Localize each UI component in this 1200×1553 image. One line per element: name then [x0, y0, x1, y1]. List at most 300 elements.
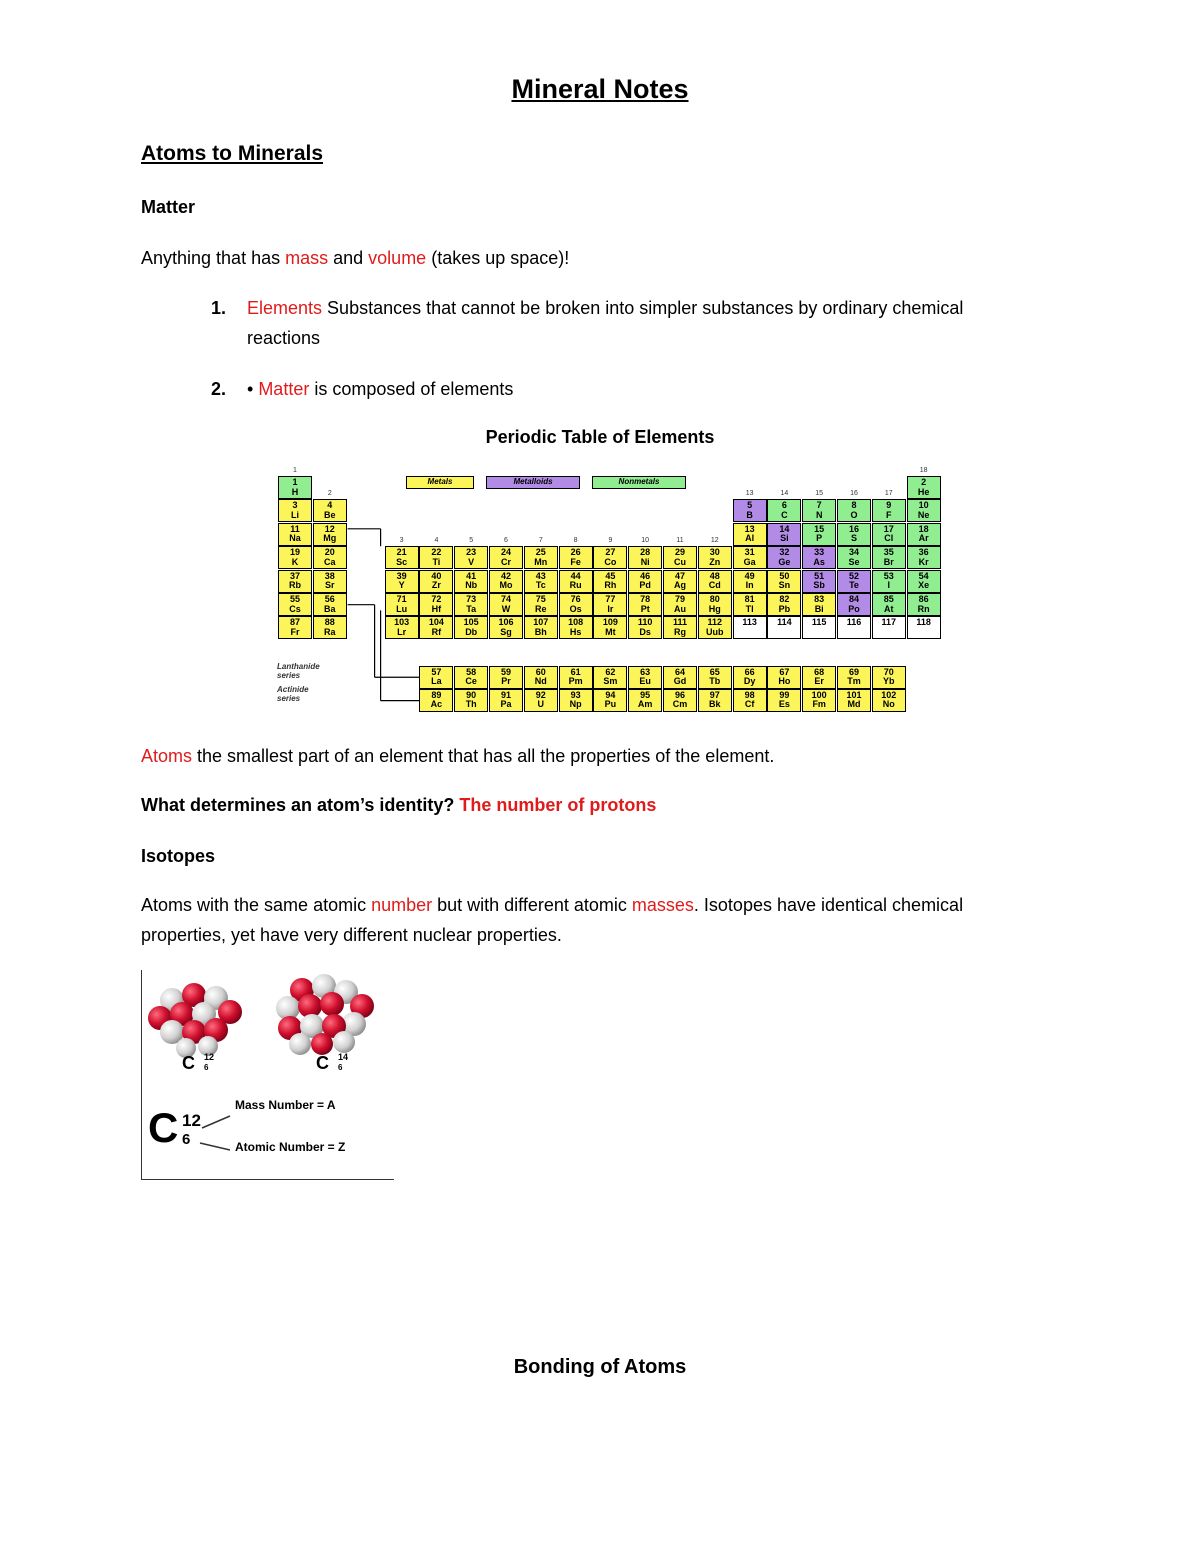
atomic-number: 112	[707, 617, 723, 628]
atomic-number: 22	[431, 547, 442, 558]
atomic-number: 3	[292, 500, 298, 511]
element-cell	[802, 666, 836, 689]
element-symbol: Os	[569, 603, 582, 614]
element-symbol: H	[291, 486, 299, 497]
element-cell	[593, 689, 627, 712]
matter-definition	[141, 243, 569, 273]
group-label: 7	[538, 537, 543, 545]
element-cell	[872, 499, 906, 522]
element-symbol: Au	[674, 603, 686, 614]
element-cell	[663, 689, 697, 712]
element-symbol: Mn	[534, 556, 548, 567]
atomic-number: 27	[605, 547, 616, 558]
element-symbol: Ge	[778, 556, 791, 567]
element-cell	[802, 616, 836, 639]
atomic-number: 38	[324, 570, 335, 581]
element-cell	[559, 546, 593, 569]
element-cell	[559, 570, 593, 593]
atoms-definition	[141, 741, 774, 771]
term-matter: Matter	[258, 379, 310, 399]
element-cell	[313, 593, 347, 616]
element-cell	[872, 570, 906, 593]
atomic-number: 88	[324, 617, 335, 628]
element-symbol: Pd	[639, 580, 651, 591]
atomic-number: 32	[779, 547, 790, 558]
term-mass: mass	[285, 248, 329, 268]
atomic-number: 14	[779, 523, 790, 534]
legend-nonmetals: Nonmetals	[592, 476, 686, 489]
text-run: . Isotopes have identical chemical	[693, 895, 964, 915]
element-cell	[454, 593, 488, 616]
element-symbol: Uub	[706, 626, 724, 637]
atomic-number: 86	[918, 594, 929, 604]
group-label: 18	[919, 467, 928, 474]
element-symbol: C	[781, 509, 788, 520]
element-symbol: Ne	[917, 509, 930, 520]
element-symbol: Np	[569, 699, 582, 710]
element-symbol: Se	[848, 556, 860, 567]
element-symbol: Te	[849, 580, 859, 591]
atomic-number: 80	[709, 594, 720, 604]
element-cell	[593, 593, 627, 616]
element-cell	[628, 666, 662, 689]
atomic-number-pointer	[200, 1143, 230, 1150]
element-cell	[663, 616, 697, 639]
atomic-number: 76	[570, 594, 581, 604]
atomic-number: 1	[292, 477, 298, 487]
element-symbol: Bk	[709, 699, 721, 710]
term-masses: masses	[631, 895, 694, 915]
element-cell	[767, 523, 801, 546]
isotopes-definition	[141, 890, 963, 950]
element-symbol: Ra	[324, 626, 336, 637]
element-cell	[767, 689, 801, 712]
element-cell	[278, 593, 312, 616]
atomic-number: 50	[779, 570, 790, 581]
element-symbol: Po	[848, 603, 860, 614]
group-label: 1	[293, 467, 297, 474]
element-symbol: Fe	[570, 556, 581, 567]
group-label: 17	[884, 490, 893, 498]
element-cell	[663, 593, 697, 616]
atomic-number: 17	[883, 523, 894, 534]
atomic-number: 99	[779, 689, 790, 700]
atomic-number: 101	[846, 689, 862, 700]
big-atomic-number: 6	[182, 1131, 191, 1148]
element-cell	[278, 499, 312, 522]
atomic-number: 72	[431, 594, 442, 604]
element-symbol: Cd	[708, 580, 721, 591]
c12-mass: 12	[204, 1052, 215, 1062]
group-label: 13	[745, 490, 754, 498]
atomic-number: 39	[396, 570, 407, 581]
element-symbol: N	[815, 509, 823, 520]
carbon-14-nucleus-icon	[276, 974, 374, 1055]
element-symbol: Ac	[430, 699, 443, 710]
element-cell	[593, 616, 627, 639]
element-cell	[663, 546, 697, 569]
element-symbol: Ni	[640, 556, 650, 567]
atomic-number: 23	[466, 547, 477, 558]
atomic-number: 98	[744, 689, 755, 700]
group-label: 4	[434, 537, 439, 545]
element-cell	[313, 546, 347, 569]
atomic-number: 6	[781, 500, 787, 511]
element-symbol: Cu	[674, 556, 686, 567]
element-symbol: Pb	[778, 603, 791, 614]
atomic-number: 11	[290, 523, 300, 534]
atomic-number: 9	[886, 500, 892, 511]
element-symbol: Fr	[290, 626, 300, 637]
mass-number-label: Mass Number = A	[235, 1098, 336, 1112]
element-cell	[872, 616, 906, 639]
element-symbol: U	[537, 699, 545, 710]
atomic-number: 87	[289, 617, 300, 628]
element-symbol: Xe	[918, 580, 930, 591]
atomic-number: 95	[640, 689, 651, 700]
element-cell	[907, 523, 941, 546]
text-run: series	[277, 671, 301, 680]
atomic-number: 77	[605, 594, 616, 604]
element-cell	[767, 666, 801, 689]
atomic-number: 74	[500, 594, 511, 604]
element-cell	[733, 499, 767, 522]
group-label: 11	[676, 537, 684, 545]
element-cell	[593, 570, 627, 593]
element-symbol: Ir	[607, 603, 614, 614]
element-cell	[872, 689, 906, 712]
atomic-number: 53	[883, 570, 894, 581]
element-cell	[489, 616, 523, 639]
element-symbol: Mg	[323, 533, 337, 544]
term-atoms: Atoms	[141, 746, 193, 766]
atomic-number: 103	[394, 617, 410, 628]
text-run: but with different atomic	[432, 895, 632, 915]
atomic-number: 66	[744, 666, 755, 677]
element-cell	[698, 689, 732, 712]
page-title: Mineral Notes	[511, 74, 689, 104]
element-cell	[837, 689, 871, 712]
atomic-number: 47	[674, 570, 685, 581]
element-symbol: Pm	[568, 676, 583, 687]
atomic-number: 2	[921, 477, 927, 487]
element-cell	[524, 666, 558, 689]
atomic-number: 94	[605, 689, 616, 700]
element-cell	[733, 546, 767, 569]
element-symbol: Pt	[640, 603, 650, 614]
list-number: 2.	[211, 379, 227, 399]
element-symbol: Hs	[569, 626, 582, 637]
big-carbon-symbol: C	[148, 1104, 179, 1151]
element-cell	[663, 666, 697, 689]
group-label: 3	[399, 537, 404, 545]
group-label: 12	[710, 537, 719, 545]
element-cell	[837, 546, 871, 569]
atomic-number: 25	[535, 547, 546, 558]
atomic-number: 114	[777, 617, 792, 628]
atomic-number: 75	[535, 594, 546, 604]
element-cell	[628, 593, 662, 616]
list-item-matter	[247, 374, 513, 404]
element-cell	[524, 546, 558, 569]
element-symbol: Gd	[673, 676, 687, 687]
atomic-number: 40	[431, 570, 442, 581]
element-symbol: Zn	[709, 556, 721, 567]
atomic-number: 97	[709, 689, 720, 700]
element-symbol: W	[501, 603, 511, 614]
text-run: Actinide	[277, 685, 309, 694]
element-cell	[907, 593, 941, 616]
atomic-number: 106	[498, 617, 514, 628]
atomic-number: 102	[881, 689, 897, 700]
atomic-number: 79	[674, 594, 685, 604]
atomic-number: 35	[883, 547, 894, 558]
element-symbol: No	[882, 699, 895, 710]
element-symbol: Er	[814, 676, 824, 687]
element-symbol: Cm	[672, 699, 688, 710]
mass-number-pointer	[202, 1116, 230, 1128]
atomic-number: 51	[814, 570, 825, 581]
element-symbol: Ti	[432, 556, 441, 567]
text-run: (takes up space)!	[426, 248, 570, 268]
element-symbol: Ru	[569, 580, 582, 591]
element-cell	[454, 689, 488, 712]
element-symbol: Ba	[324, 603, 336, 614]
element-cell	[837, 666, 871, 689]
element-symbol: Ag	[674, 580, 686, 591]
element-symbol: Sg	[500, 626, 512, 637]
element-cell	[698, 570, 732, 593]
c14-atomic: 6	[338, 1063, 343, 1072]
atomic-number: 113	[742, 617, 757, 628]
atomic-number: 44	[570, 570, 581, 581]
element-cell	[837, 499, 871, 522]
group-label: 14	[780, 490, 789, 498]
element-cell	[278, 570, 312, 593]
group-label: 8	[573, 537, 578, 545]
atomic-number: 30	[709, 547, 720, 558]
element-cell	[524, 570, 558, 593]
element-symbol: B	[746, 509, 753, 520]
atomic-number: 67	[779, 666, 790, 677]
atomic-number: 60	[535, 666, 546, 677]
element-cell	[419, 689, 453, 712]
element-cell	[559, 666, 593, 689]
atomic-number: 104	[428, 617, 444, 628]
element-symbol: F	[886, 509, 892, 520]
element-symbol: Db	[465, 626, 478, 637]
text-run: reactions	[247, 328, 321, 348]
element-cell	[385, 616, 419, 639]
element-cell	[524, 616, 558, 639]
element-cell	[907, 616, 941, 639]
element-symbol: Sc	[396, 556, 408, 567]
element-symbol: Lr	[397, 626, 407, 637]
atomic-number: 24	[500, 547, 511, 558]
element-symbol: Cf	[744, 699, 755, 710]
element-cell	[802, 546, 836, 569]
element-cell	[278, 546, 312, 569]
element-cell	[489, 546, 523, 569]
element-cell	[385, 546, 419, 569]
atomic-number: 65	[709, 666, 720, 677]
atomic-number: 8	[851, 500, 857, 511]
atomic-number: 118	[916, 617, 931, 628]
element-cell	[872, 593, 906, 616]
group-label: 15	[815, 490, 824, 498]
atomic-number: 20	[324, 547, 335, 558]
element-cell	[489, 689, 523, 712]
atomic-number: 83	[814, 594, 825, 604]
actinide-label	[277, 685, 309, 703]
element-cell	[802, 689, 836, 712]
atomic-number: 61	[570, 666, 581, 677]
periodic-table	[275, 467, 931, 710]
text-run: Substances that cannot be broken into simpler substances by ordinary chemical	[322, 298, 964, 318]
atomic-number: 84	[848, 594, 859, 604]
element-cell	[385, 570, 419, 593]
atomic-number: 37	[289, 570, 300, 581]
element-symbol: Pa	[500, 699, 512, 710]
element-symbol: Sm	[603, 676, 618, 687]
element-symbol: Hf	[431, 603, 442, 614]
atomic-number: 31	[744, 547, 755, 558]
element-cell	[313, 499, 347, 522]
text-run: series	[277, 694, 301, 703]
element-cell	[872, 666, 906, 689]
atomic-number: 89	[431, 689, 442, 700]
atomic-number: 115	[811, 617, 827, 628]
element-symbol: Cs	[289, 603, 301, 614]
atomic-number: 15	[814, 523, 825, 534]
atomic-number: 91	[500, 689, 511, 700]
element-cell	[767, 499, 801, 522]
atomic-number: 90	[466, 689, 477, 700]
element-symbol: Rf	[431, 626, 442, 637]
atomic-number: 56	[324, 594, 335, 604]
atomic-number: 10	[918, 500, 929, 511]
term-number: number	[371, 895, 433, 915]
element-cell	[489, 666, 523, 689]
carbon-12-nucleus-icon	[148, 983, 242, 1058]
atomic-number-label: Atomic Number = Z	[235, 1140, 346, 1154]
element-cell	[698, 593, 732, 616]
bonding-heading: Bonding of Atoms	[513, 1356, 687, 1378]
element-cell	[628, 570, 662, 593]
element-symbol: As	[813, 556, 825, 567]
element-cell	[559, 616, 593, 639]
element-cell	[313, 523, 347, 546]
term-elements: Elements	[247, 298, 323, 318]
element-cell	[454, 570, 488, 593]
element-cell	[313, 616, 347, 639]
element-cell	[628, 546, 662, 569]
element-cell	[419, 593, 453, 616]
c14-label	[316, 1053, 329, 1074]
atomic-number: 49	[744, 570, 755, 581]
atomic-number: 54	[918, 570, 929, 581]
element-cell	[489, 570, 523, 593]
group-label: 10	[641, 537, 650, 545]
atomic-number: 41	[466, 570, 477, 581]
element-symbol: V	[468, 556, 475, 567]
element-cell	[733, 523, 767, 546]
element-cell	[733, 593, 767, 616]
element-symbol: Re	[535, 603, 547, 614]
text-run: is composed of elements	[309, 379, 514, 399]
element-symbol: Kr	[918, 556, 929, 567]
element-cell	[698, 666, 732, 689]
element-cell	[419, 666, 453, 689]
atomic-number: 64	[674, 666, 685, 677]
element-symbol: Mo	[499, 580, 513, 591]
atomic-number: 62	[605, 666, 616, 677]
element-symbol: Rh	[604, 580, 617, 591]
identity-question	[141, 790, 656, 820]
element-cell	[524, 593, 558, 616]
atomic-number: 28	[640, 547, 651, 558]
element-cell	[802, 570, 836, 593]
atomic-number: 78	[640, 594, 651, 604]
element-symbol: Si	[780, 533, 789, 544]
atomic-number: 70	[883, 666, 894, 677]
text-run: Anything that has	[141, 248, 286, 268]
element-symbol: La	[431, 676, 442, 687]
atomic-number: 96	[674, 689, 685, 700]
element-symbol: P	[816, 533, 823, 544]
atomic-number: 7	[816, 500, 822, 511]
text-run: properties, yet have very different nuclear properties.	[141, 925, 562, 945]
atomic-number: 43	[535, 570, 546, 581]
element-symbol: Am	[637, 699, 653, 710]
element-symbol: Ds	[639, 626, 651, 637]
element-symbol: In	[745, 580, 754, 591]
element-cell	[767, 570, 801, 593]
text-run: Lanthanide	[277, 662, 320, 671]
bullet: •	[247, 379, 259, 399]
isotopes-heading: Isotopes	[141, 846, 216, 866]
big-mass-number: 12	[182, 1111, 201, 1130]
element-cell	[593, 546, 627, 569]
atomic-number: 81	[744, 594, 755, 604]
element-symbol: Mt	[605, 626, 616, 637]
element-symbol: Zr	[431, 580, 441, 591]
identity-answer: The number of protons	[459, 795, 657, 815]
c12-symbol: C	[182, 1053, 195, 1073]
element-cell	[278, 476, 312, 499]
element-cell	[559, 689, 593, 712]
element-cell	[733, 616, 767, 639]
atomic-number: 116	[846, 617, 862, 628]
text-run: and	[328, 248, 369, 268]
element-cell	[907, 546, 941, 569]
element-cell	[733, 666, 767, 689]
element-symbol: Co	[604, 556, 617, 567]
atomic-number: 45	[605, 570, 616, 581]
atomic-number: 55	[289, 594, 300, 604]
atomic-number: 63	[640, 666, 651, 677]
element-symbol: Y	[398, 580, 405, 591]
element-symbol: K	[291, 556, 299, 567]
element-symbol: Sn	[778, 580, 791, 591]
atomic-number: 73	[466, 594, 477, 604]
element-symbol: Al	[745, 533, 755, 544]
element-symbol: Th	[465, 699, 477, 710]
element-cell	[419, 546, 453, 569]
element-symbol: Yb	[883, 676, 895, 687]
element-symbol: He	[917, 486, 930, 497]
element-symbol: Lu	[396, 603, 408, 614]
